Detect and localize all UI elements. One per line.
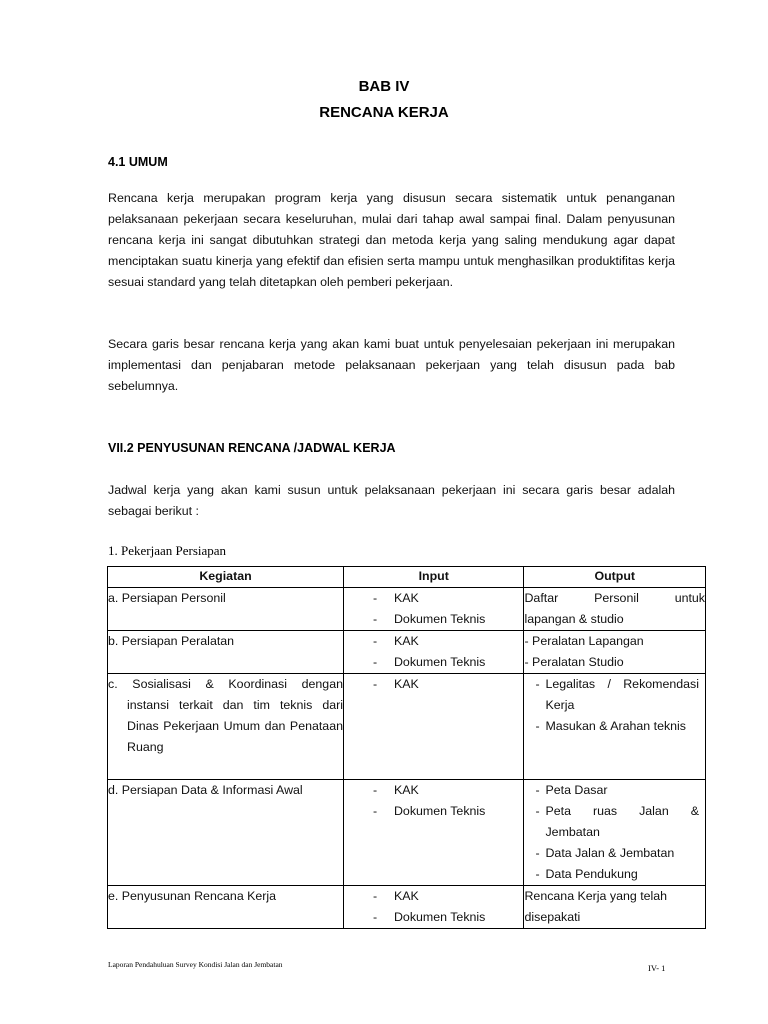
- input-item: [344, 609, 524, 630]
- table-header-row: [108, 567, 706, 588]
- input-text: KAK: [393, 677, 419, 691]
- section-heading-jadwal: VII.2 PENYUSUNAN RENCANA /JADWAL KERJA: [108, 441, 396, 455]
- output-text: Peta ruas Jalan & Jembatan: [545, 804, 699, 839]
- output-text: Rencana Kerja yang telah: [524, 889, 668, 903]
- dash-bullet: -: [372, 612, 378, 626]
- input-item: [344, 674, 524, 695]
- output-text: Data Pendukung: [545, 867, 638, 881]
- input-item: [344, 588, 524, 609]
- input-cell: [343, 674, 524, 780]
- activity-text: b. Persiapan Peralatan: [108, 634, 235, 648]
- output-cell: [524, 886, 706, 929]
- dash-bullet: -: [535, 783, 540, 797]
- output-cell: [524, 674, 706, 780]
- activity-text: d. Persiapan Data & Informasi Awal: [108, 783, 303, 797]
- activity-cell: [108, 588, 344, 631]
- dash-bullet: -: [372, 655, 378, 669]
- work-plan-table: [107, 566, 706, 929]
- dash-bullet: -: [535, 677, 540, 691]
- column-header-kegiatan: Kegiatan: [108, 567, 344, 588]
- activity-text: e. Penyusunan Rencana Kerja: [108, 889, 277, 903]
- chapter-title: RENCANA KERJA: [319, 104, 449, 121]
- output-text: disepakati: [524, 910, 581, 924]
- output-text: Daftar Personil untuk: [524, 591, 705, 605]
- paragraph-jadwal-kerja: Jadwal kerja yang akan kami susun untuk pelaksanaan pekerjaan ini secara garis besar adalah sebagai berikut :: [108, 483, 675, 518]
- output-cell: [524, 631, 706, 674]
- input-cell: [343, 588, 524, 631]
- paragraph-garis-besar: Secara garis besar rencana kerja yang akan kami buat untuk penyelesaian pekerjaan ini merupakan implementasi dan penjabaran metode pelaksanaan pekerjaan yang telah disusun pada bab sebelumnya.: [108, 337, 675, 393]
- activity-cell: [108, 886, 344, 929]
- output-item: - Peralatan Studio: [524, 655, 624, 669]
- table-row: [108, 631, 706, 674]
- dash-bullet: -: [372, 889, 378, 903]
- output-item: [524, 674, 705, 716]
- input-text: Dokumen Teknis: [393, 910, 486, 924]
- activity-text: a. Persiapan Personil: [108, 591, 226, 605]
- output-item: [524, 716, 705, 737]
- dash-bullet: -: [372, 634, 378, 648]
- dash-bullet: -: [535, 846, 540, 860]
- output-text: lapangan & studio: [524, 612, 624, 626]
- column-header-output: Output: [524, 567, 706, 588]
- chapter-number: BAB IV: [358, 78, 410, 95]
- input-text: Dokumen Teknis: [393, 804, 486, 818]
- activity-cell: [108, 674, 344, 780]
- section-heading-umum: 4.1 UMUM: [108, 155, 168, 169]
- input-cell: [343, 780, 524, 886]
- input-text: KAK: [393, 591, 419, 605]
- dash-bullet: -: [372, 804, 378, 818]
- input-text: KAK: [393, 889, 419, 903]
- input-item: [344, 907, 524, 928]
- input-item: [344, 801, 524, 822]
- input-text: Dokumen Teknis: [393, 655, 486, 669]
- output-item: - Peralatan Lapangan: [524, 634, 644, 648]
- table-row: [108, 674, 706, 780]
- column-header-input: Input: [343, 567, 524, 588]
- dash-bullet: -: [535, 867, 540, 881]
- footer-page-number: IV- 1: [648, 963, 666, 973]
- table-row: [108, 780, 706, 886]
- dash-bullet: -: [535, 719, 540, 733]
- dash-bullet: -: [372, 677, 378, 691]
- input-item: [344, 780, 524, 801]
- output-text: Legalitas / Rekomendasi Kerja: [545, 677, 699, 712]
- output-item: [524, 864, 705, 885]
- output-text: Masukan & Arahan teknis: [545, 719, 686, 733]
- subheading-pekerjaan-persiapan: 1. Pekerjaan Persiapan: [108, 543, 227, 558]
- input-item: [344, 886, 524, 907]
- input-text: Dokumen Teknis: [393, 612, 486, 626]
- input-text: KAK: [393, 783, 419, 797]
- output-text: Peta Dasar: [545, 783, 608, 797]
- paragraph-rencana-kerja: Rencana kerja merupakan program kerja yang disusun secara sistematik untuk penanganan pelaksanaan pekerjaan secara keseluruhan, mulai dari tahap awal sampai final. Dalam penyusunan rencana kerja ini sangat dibutuhkan strategi dan metoda kerja yang saling mendukung agar dapat menciptakan suatu kinerja yang efektif dan efisien serta mampu untuk menghasilkan produktifitas kerja sesuai standard yang telah ditetapkan oleh pemberi pekerjaan.: [108, 191, 675, 289]
- dash-bullet: -: [535, 804, 540, 818]
- activity-text: c. Sosialisasi & Koordinasi dengan instansi terkait dan tim teknis dari Dinas Pekerjaan Umum dan Penataan Ruang: [108, 677, 343, 754]
- input-cell: [343, 631, 524, 674]
- table-row: [108, 886, 706, 929]
- input-item: [344, 652, 524, 673]
- activity-cell: [108, 631, 344, 674]
- table-row: [108, 588, 706, 631]
- dash-bullet: -: [372, 910, 378, 924]
- output-cell: [524, 588, 706, 631]
- input-text: KAK: [393, 634, 419, 648]
- output-item: [524, 801, 705, 843]
- output-cell: [524, 780, 706, 886]
- input-item: [344, 631, 524, 652]
- activity-cell: [108, 780, 344, 886]
- dash-bullet: -: [372, 783, 378, 797]
- dash-bullet: -: [372, 591, 378, 605]
- output-item: [524, 843, 705, 864]
- output-text: Data Jalan & Jembatan: [545, 846, 675, 860]
- output-item: [524, 780, 705, 801]
- input-cell: [343, 886, 524, 929]
- footer-report-title: Laporan Pendahuluan Survey Kondisi Jalan dan Jembatan: [108, 960, 283, 969]
